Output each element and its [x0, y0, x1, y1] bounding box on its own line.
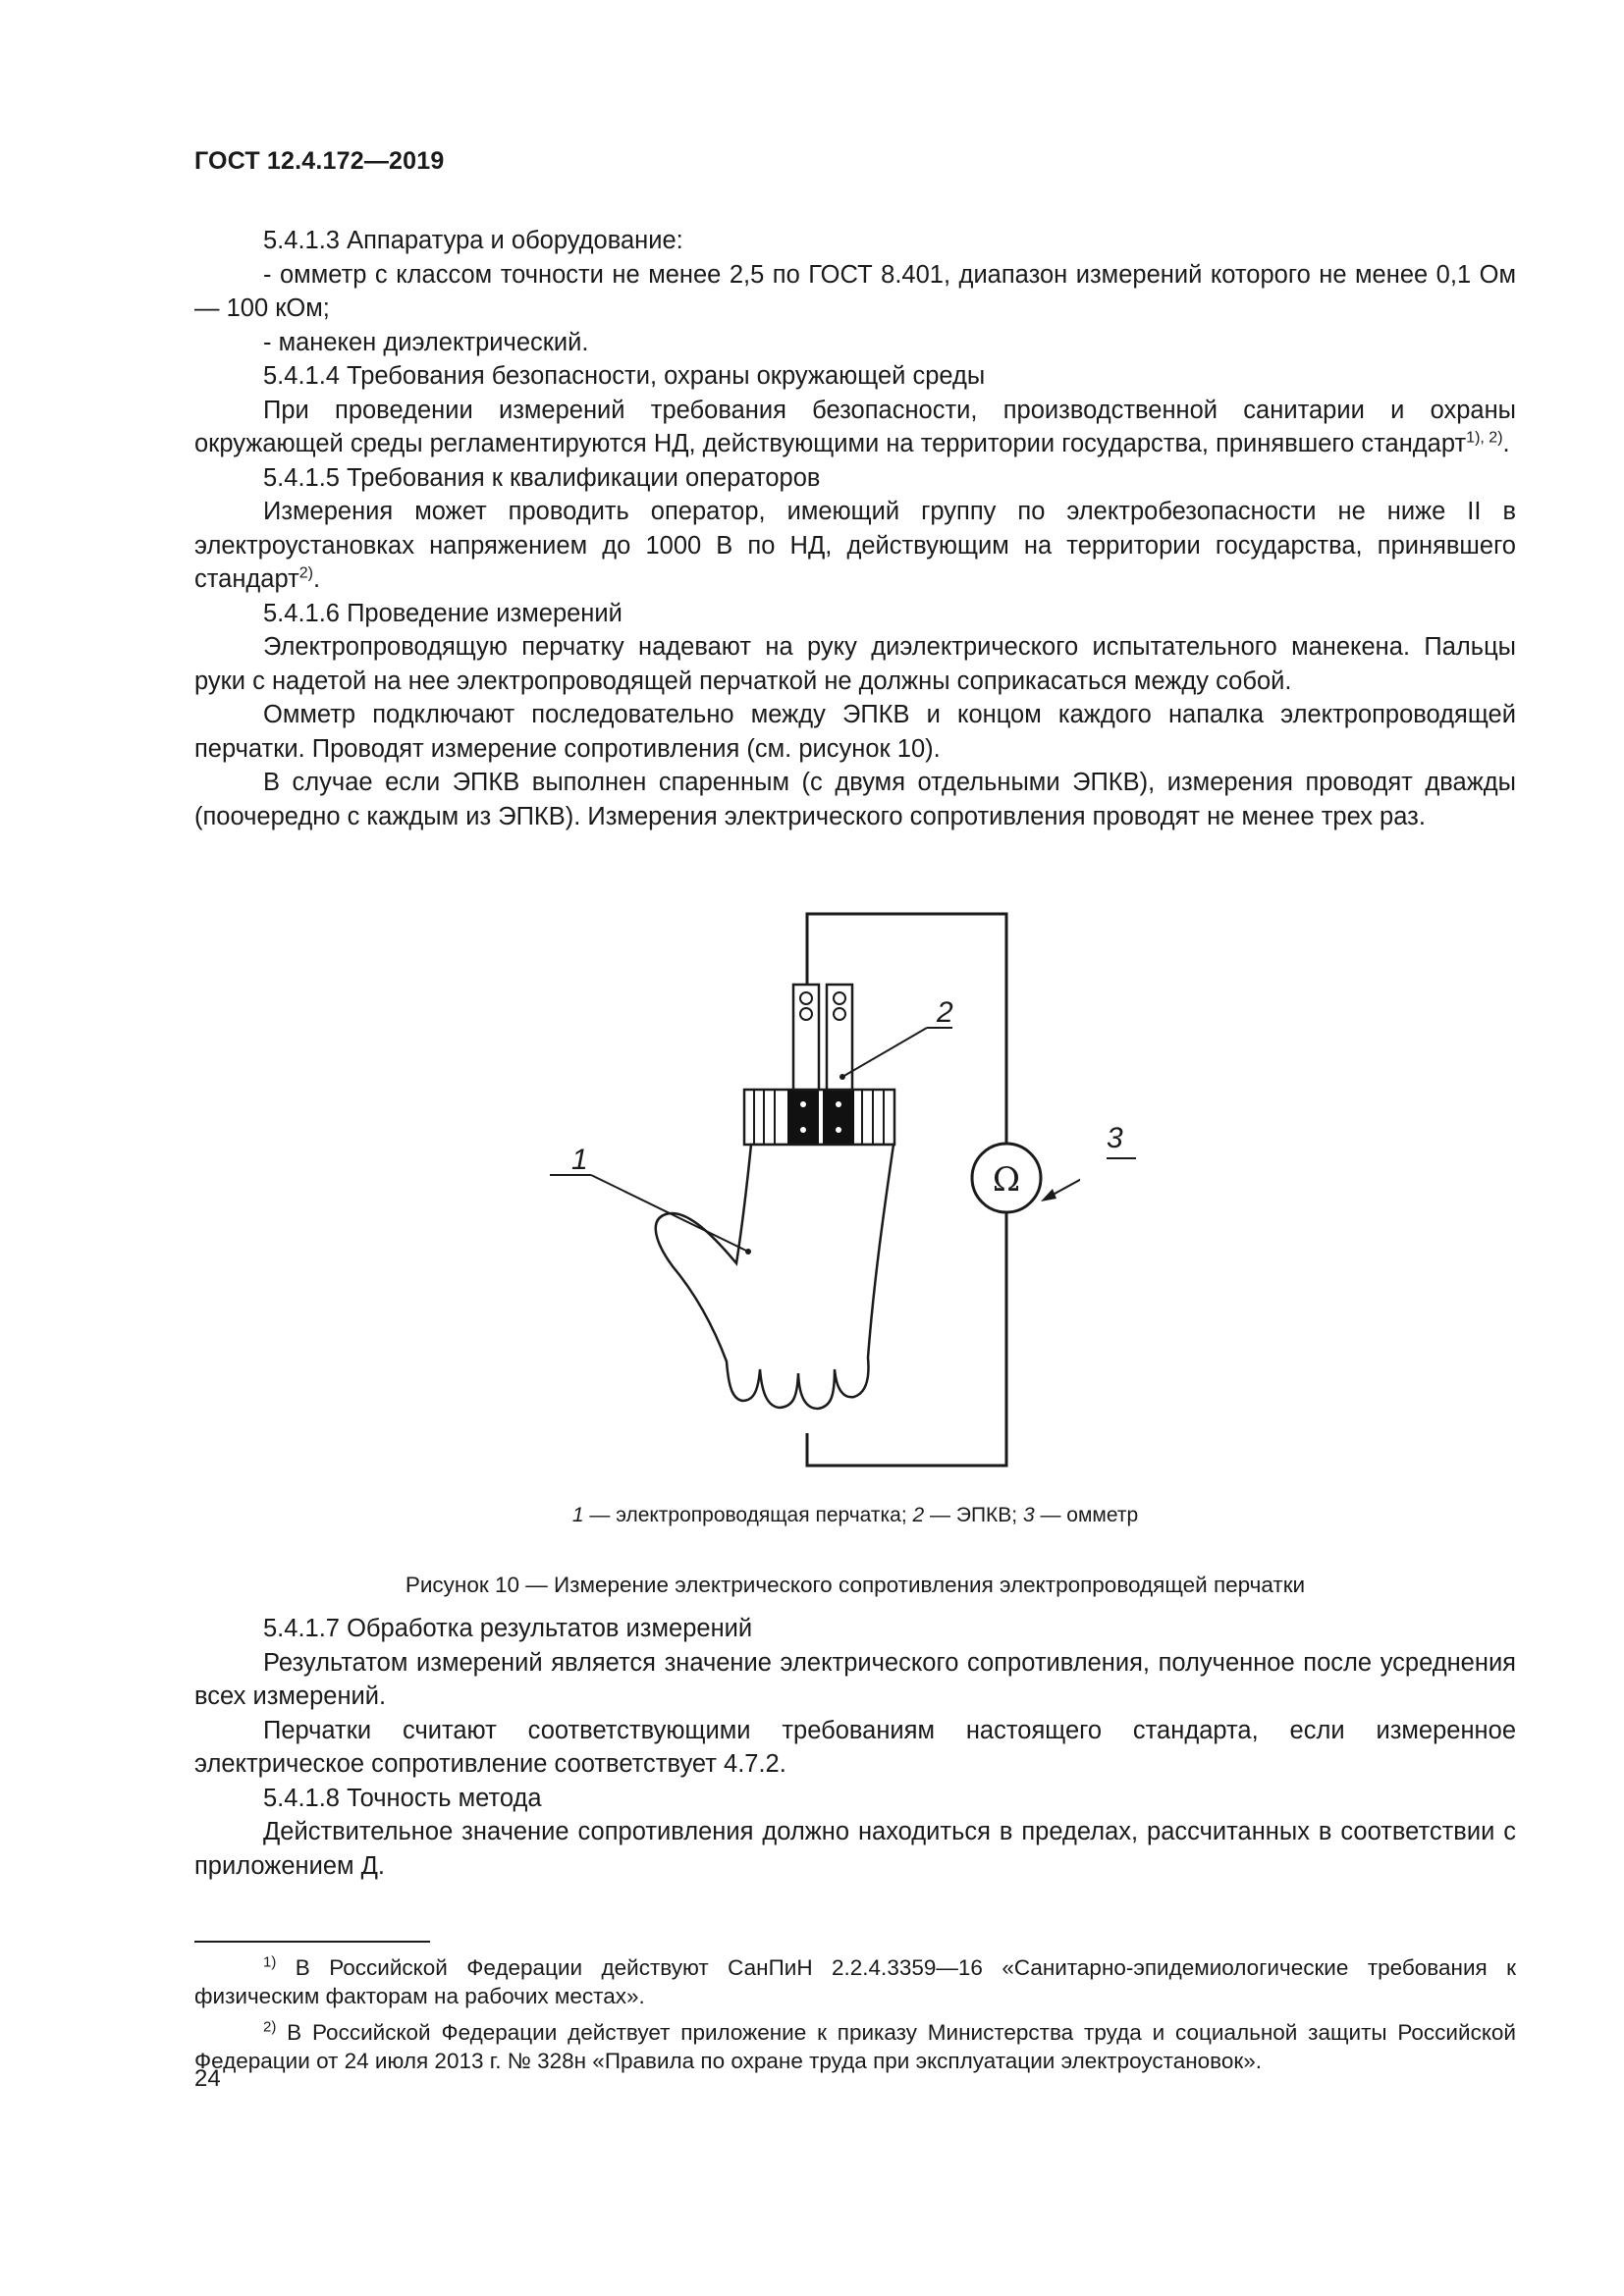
legend-text: — ЭПКВ; — [924, 1504, 1023, 1526]
leader-arrow-3 — [1041, 1189, 1056, 1201]
epkv-strap-left — [793, 985, 819, 1090]
legend-text: — электропроводящая перчатка; — [583, 1504, 913, 1526]
figure-10-drawing — [550, 908, 1080, 1468]
paragraph-text: Действительное значение сопротивления должно находиться в пределах, рассчитанных в соответствии с приложением Д. — [194, 1818, 1516, 1880]
ohm-symbol: Ω — [992, 1160, 1021, 1200]
paragraph-text: 5.4.1.8 Точность метода — [263, 1784, 542, 1812]
paragraph — [194, 495, 1516, 597]
legend-number: 1 — [571, 1504, 584, 1526]
legend-text: — омметр — [1034, 1504, 1139, 1526]
paragraph — [194, 1612, 1516, 1646]
paragraph-text: 5.4.1.3 Аппаратура и оборудование: — [263, 227, 683, 254]
body-text-lower — [194, 1612, 1516, 1883]
figure-legend — [194, 1504, 1516, 1527]
paragraph — [194, 698, 1516, 766]
epkv-contact-block-right — [823, 1090, 854, 1145]
paragraph — [194, 359, 1516, 394]
paragraph-text: При проведении измерений требования безопасности, производственной санитарии и охраны окружающей среды регламентируются НД, действующими на территории государства, принявшего стандарт — [194, 396, 1516, 457]
leader-line-2 — [842, 1028, 927, 1077]
paragraph — [194, 630, 1516, 698]
paragraph — [194, 1714, 1516, 1782]
epkv-contact-block-left — [787, 1090, 819, 1145]
paragraph-tail: . — [1502, 430, 1510, 457]
paragraph-text: 5.4.1.7 Обработка результатов измерений — [263, 1615, 753, 1642]
paragraph — [194, 224, 1516, 258]
paragraph-text: Перчатки считают соответствующими требованиям настоящего стандарта, если измеренное электрическое сопротивление соответствует 4.7.2. — [194, 1716, 1516, 1778]
paragraph — [194, 1815, 1516, 1883]
footnotes — [194, 1953, 1516, 2083]
paragraph-text: Омметр подключают последовательно между ЭПКВ и концом каждого напалка электропроводящей перчатки. Проводят измерение сопротивления (см. рисунок 10). — [194, 701, 1516, 763]
footnote-mark: 1) — [263, 1953, 277, 1971]
paragraph — [194, 1782, 1516, 1816]
legend-number: 3 — [1022, 1504, 1035, 1526]
paragraph — [194, 1646, 1516, 1714]
paragraph — [194, 394, 1516, 461]
paragraph-text: - омметр с классом точности не менее 2,5 по ГОСТ 8.401, диапазон измерений которого не менее 0,1 Ом — 100 кОм; — [194, 260, 1516, 322]
footnote-separator — [194, 1941, 430, 1943]
paragraph-text: 5.4.1.5 Требования к квалификации операторов — [263, 463, 821, 492]
legend-number: 2 — [912, 1504, 925, 1526]
paragraph-text: Электропроводящую перчатку надевают на руку диэлектрического испытательного манекена. Пальцы руки с надетой на нее электропроводящей перчаткой не должны соприкасаться между собой. — [194, 633, 1516, 695]
paragraph-text: 5.4.1.6 Проведение измерений — [263, 599, 623, 627]
paragraph — [194, 766, 1516, 833]
footnote-text: В Российской Федерации действует приложение к приказу Министерства труда и социальной защиты Российской Федерации от 24 июля 2013 г. № 328н «Правила по охране труда при эксплуатации электроустановок». — [194, 2020, 1516, 2073]
paragraph-text: В случае если ЭПКВ выполнен спаренным (с двумя отдельными ЭПКВ), измерения проводят дважды (поочередно с каждым из ЭПКВ). Измерения электрического сопротивления проводят не менее трех раз. — [194, 769, 1516, 830]
figure-label-2: 2 — [937, 996, 953, 1029]
page-number: 24 — [194, 2065, 221, 2092]
footnote — [194, 1953, 1516, 2010]
paragraph — [194, 258, 1516, 326]
footnote-ref: 1), 2) — [1466, 429, 1503, 447]
figure-label-1: 1 — [571, 1144, 588, 1176]
footnote-ref: 2) — [298, 564, 314, 582]
leader-dot-1 — [745, 1249, 751, 1255]
paragraph-text: Результатом измерений является значение электрического сопротивления, полученное после усреднения всех измерений. — [194, 1648, 1516, 1710]
figure-label-3-wrap — [1107, 1122, 1136, 1159]
footnote-mark: 2) — [263, 2018, 277, 2036]
glove-outline — [656, 1145, 893, 1409]
footnote — [194, 2018, 1516, 2075]
paragraph-text: 5.4.1.4 Требования безопасности, охраны окружающей среды — [263, 362, 986, 390]
body-text-upper — [194, 224, 1516, 833]
leader-dot-2 — [839, 1074, 845, 1080]
paragraph-text: - манекен диэлектрический. — [263, 328, 589, 356]
paragraph-text: Измерения может проводить оператор, имеющий группу по электробезопасности не ниже II в электроустановках напряжением до 1000 В по НД, действующим на территории государства, принявшего стандарт — [194, 498, 1516, 593]
figure-caption: Рисунок 10 — Измерение электрического сопротивления электропроводящей перчатки — [405, 1573, 1306, 1597]
figure-label-3: 3 — [1107, 1122, 1123, 1154]
document-header: ГОСТ 12.4.172—2019 — [194, 147, 445, 175]
paragraph-tail: . — [313, 565, 321, 593]
footnote-text: В Российской Федерации действуют СанПиН 2.2.4.3359—16 «Санитарно-эпидемиологические требования к физическим факторам на рабочих местах». — [194, 1955, 1516, 2008]
paragraph — [194, 326, 1516, 360]
figure-10 — [550, 908, 1080, 1468]
paragraph — [194, 597, 1516, 631]
paragraph — [194, 461, 1516, 496]
